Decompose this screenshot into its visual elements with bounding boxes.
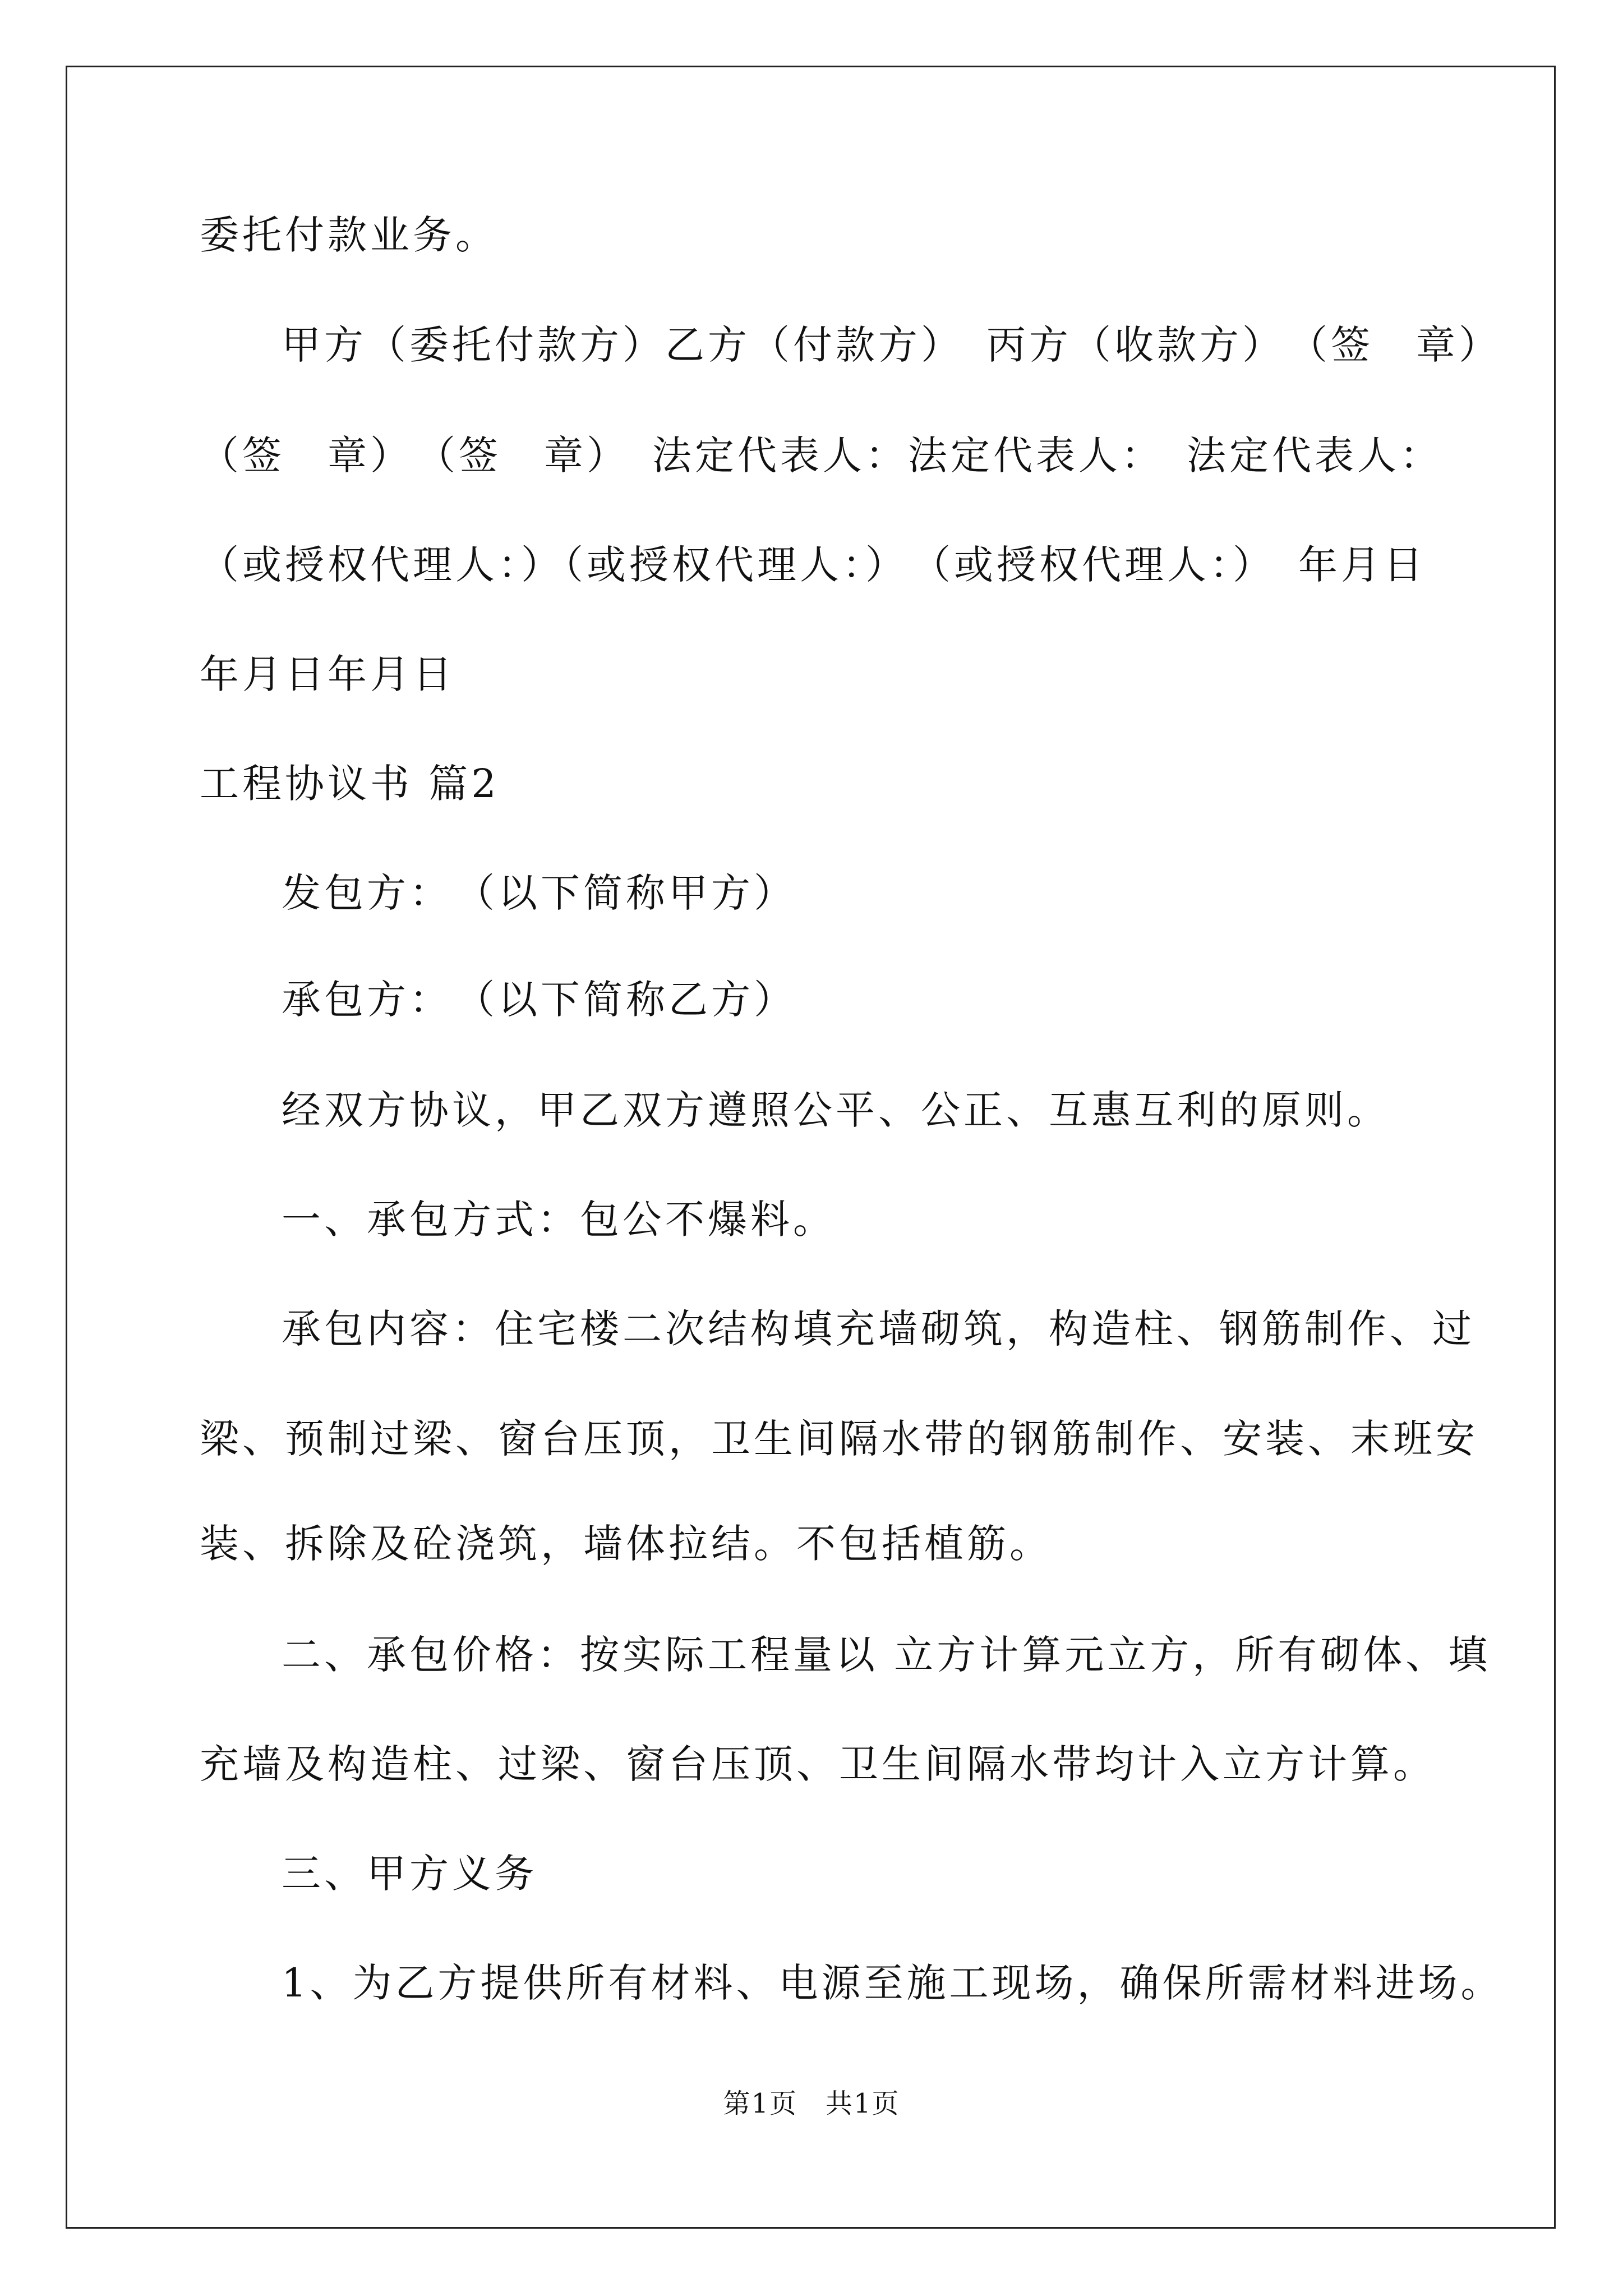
text-line-2: 甲方（委托付款方）乙方（付款方） 丙方（收款方） （签 章） <box>282 322 1501 368</box>
text-line-11: 承包内容：住宅楼二次结构填充墙砌筑，构造柱、钢筋制作、过 <box>282 1306 1475 1352</box>
text-line-16: 三、甲方义务 <box>282 1851 537 1897</box>
text-line-3: （签 章） （签 章） 法定代表人：法定代表人： 法定代表人： <box>200 432 1442 478</box>
text-line-7: 发包方： （以下简称甲方） <box>282 870 796 916</box>
page-border <box>66 66 1556 2229</box>
text-line-1: 委托付款业务。 <box>200 212 498 258</box>
section-heading: 工程协议书 篇2 <box>200 761 500 807</box>
text-line-17: 1、为乙方提供所有材料、电源至施工现场，确保所需材料进场。 <box>282 1960 1504 2006</box>
text-line-5: 年月日年月日 <box>200 651 455 697</box>
text-line-9: 经双方协议，甲乙双方遵照公平、公正、互惠互利的原则。 <box>282 1087 1390 1133</box>
text-line-15: 充墙及构造柱、过梁、窗台压顶、卫生间隔水带均计入立方计算。 <box>200 1741 1436 1787</box>
text-line-10: 一、承包方式：包公不爆料。 <box>282 1197 836 1243</box>
text-line-13: 装、拆除及砼浇筑，墙体拉结。不包括植筋。 <box>200 1521 1052 1567</box>
text-line-4: （或授权代理人：）（或授权代理人：） （或授权代理人：） 年月日 <box>200 542 1426 588</box>
text-line-12: 梁、预制过梁、窗台压顶，卫生间隔水带的钢筋制作、安装、末班安 <box>200 1416 1478 1462</box>
text-line-14: 二、承包价格：按实际工程量以 立方计算元立方，所有砌体、填 <box>282 1632 1491 1678</box>
page-footer: 第1页 共1页 <box>723 2088 900 2119</box>
text-line-8: 承包方： （以下简称乙方） <box>282 977 796 1023</box>
